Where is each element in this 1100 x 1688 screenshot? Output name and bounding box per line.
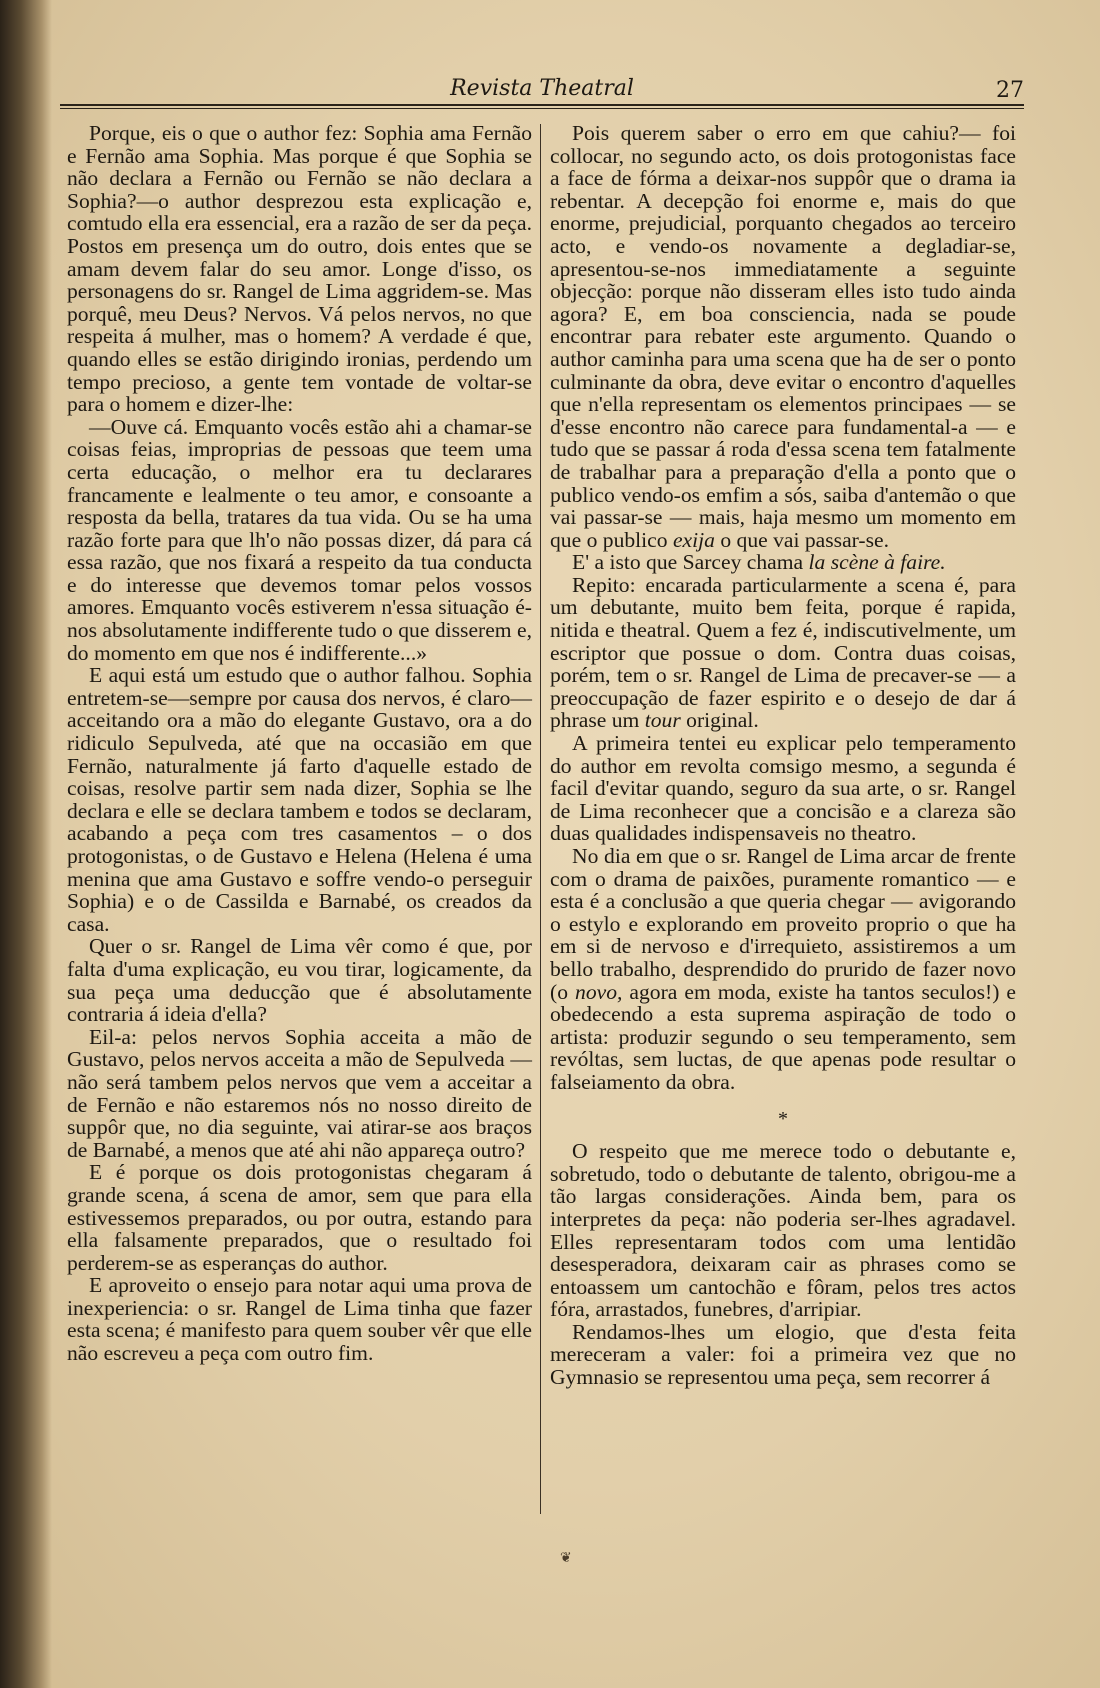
text-run: Pois querem saber o erro em que cahiu?— foi collocar, no segundo acto, os dois protogonistas face a face de fórma a deixar-nos suppôr que o drama ia rebentar. A decepção foi enorme e, mais do que enorme, prejudicial, porquanto chegados ao terceiro acto, e vendo-os novamente a degladiar-se, apresentou-se-nos immediatamente a seguinte objecção: porque não disseram elles isto tudo ainda agora? E, em boa consciencia, nada se poude encontrar para rebater este argumento. Quando o author caminha para uma scena que ha de ser o ponto culminante da obra, deve evitar o encontro d'aquelles que n'ella representam os elementos principaes — se d'esse encontro não carece para fundamental-a — e tudo que se passar á roda d'essa scena tem fatalmente de trabalhar para a preparação d'ella a ponto que o publico vendo-os emfim a sós, saiba d'antemão o que vai passar-se — mais, haja mesmo um momento em que o publico: [550, 121, 1016, 552]
text-run: original.: [686, 708, 759, 733]
paragraph: E aqui está um estudo que o author falhou. Sophia entretem-se—sempre por causa dos nervos, é claro—acceitando ora a mão do elegante Gustavo, ora a do ridiculo Sepulveda, até que na occasião em que Fernão, naturalmente já farto d'aquelle estado de coisas, resolve partir sem nada dizer, Sophia se lhe declara e elle se declara tambem e todos se declaram, acabando a peça com tres casamentos – o dos protogonistas, o de Gustavo e Helena (Helena é uma menina que ama Gustavo e soffre vendo-o perseguir Sophia) e o de Cassilda e Barnabé, os creados da casa.: [67, 663, 532, 936]
page-header: [60, 74, 1024, 104]
text-run: E' a isto que Sarcey chama: [572, 550, 804, 575]
column-divider: [540, 124, 541, 1514]
italic-word: exija: [672, 527, 715, 552]
text-run: agora em moda, existe ha tantos seculos!) e obedecendo a esta suprema aspiração de todo o artista: produzir segundo o seu temperamento, sem revóltas, sem luctas, de que apenas pode resultar o falseiamento da obra.: [550, 979, 1016, 1094]
dialog-paragraph: —Ouve cá. Emquanto vocês estão ahi a chamar-se coisas feias, improprias de pessoas que teem uma certa educação, o melhor era tu declarares francamente e lealmente o teu amor, e consoante a resposta da bella, tratares da tua vida. Ou se ha uma razão forte para que lh'o não possas dizer, dá para cá essa razão, que nos fixará a respeito da tua conducta e do interesse que devemos tomar pelos vossos amores. Emquanto vocês estiverem n'essa situação é-nos absolutamente indifferente tudo o que disserem e, do momento em que nos é indifferente...»: [67, 414, 532, 665]
section-separator: *: [778, 1107, 788, 1130]
left-column: [67, 122, 532, 1365]
paragraph: E aproveito o ensejo para notar aqui uma prova de inexperiencia: o sr. Rangel de Lima tinha que fazer esta scena; é manifesto para quem souber vêr que elle não escreveu a peça com outro fim.: [67, 1273, 532, 1366]
paragraph: E é porque os dois protogonistas chegaram á grande scena, á scena de amor, sem que para ella estivessemos preparados, ou por outra, estando para ella falsamente preparados, que o resultado foi perderem-se as esperanças do author.: [67, 1160, 532, 1275]
italic-word: novo,: [575, 979, 623, 1004]
page-number: 27: [996, 78, 1024, 103]
paragraph: [550, 551, 1016, 574]
text-run: Repito: encarada particularmente a scena é, para um debutante, muito bem feita, porque é rapida, nitida e theatral. Quem a fez é, indiscutivelmente, um escriptor que possue o dom. Contra duas coisas, porém, tem o sr. Rangel de Lima de precaver-se — a preoccupação de fazer espirito e o desejo de dar á phrase um: [550, 572, 1016, 733]
paragraph: Porque, eis o que o author fez: Sophia ama Fernão e Fernão ama Sophia. Mas porque é que Sophia se não declara a Fernão ou Fernão se não declara a Sophia?—o author desprezou esta explicação e, comtudo ella era essencial, era a razão de ser da peça. Postos em presença um do outro, dois entes que se amam devem falar do seu amor. Longe d'isso, os personagens do sr. Rangel de Lima aggridem-se. Mas porquê, meu Deus? Nervos. Vá pelos nervos, no que respeita á mulher, mas o homem? A verdade é que, quando elles se estão dirigindo ironias, perdendo um tempo precioso, a gente tem vontade de voltar-se para o homem e dizer-lhe:: [67, 121, 532, 417]
paragraph: [550, 845, 1016, 1094]
paragraph: A primeira tentei eu explicar pelo temperamento do author em revolta comsigo mesmo, a segunda é facil d'evitar quando, seguro da sua arte, o sr. Rangel de Lima reconhecer que a concisão e a clareza são duas qualidades indispensaveis no theatro.: [550, 731, 1016, 846]
text-run: No dia em que o sr. Rangel de Lima arcar de frente com o drama de paixões, puramente romantico — e esta é a conclusão a que queria chegar — avigorando o estylo e explorando em proveito proprio o que ha em si de nervoso e d'irrequieto, assistiremos a um bello trabalho, desprendido do prurido de fazer novo (o: [550, 844, 1016, 1004]
text-run: o que vai passar-se.: [720, 527, 889, 552]
running-title: Revista Theatral: [450, 76, 634, 101]
book-spine-shadow: [0, 0, 52, 1688]
header-rule-thin: [60, 108, 1024, 109]
printer-mark-icon: ❦: [560, 1550, 572, 1566]
paragraph: O respeito que me merece todo o debutante e, sobretudo, todo o debutante de talento, obrigou-me a tão largas considerações. Ainda bem, para os interpretes da peça: não poderia ser-lhes agradavel. Elles representaram todos com uma lentidão desesperadora, deixaram cair as phrases como se entoassem um cantochão e fôram, pelos tres actos fóra, arrastados, funebres, d'arripiar.: [550, 1139, 1016, 1322]
paragraph: Eil-a: pelos nervos Sophia acceita a mão de Gustavo, pelos nervos acceita a mão de Sepulveda — não será tambem pelos nervos que vem a acceitar a de Fernão e não estaremos nós no nosso direito de suppôr que, no dia seguinte, vai atirar-se aos braços de Barnabé, a menos que até ahi não appareça outro?: [67, 1024, 532, 1162]
right-column: [550, 122, 1016, 1389]
paragraph: [550, 122, 1016, 551]
paragraph: Rendamos-lhes um elogio, que d'esta feita mereceram a valer: foi a primeira vez que no Gymnasio se representou uma peça, sem recorrer á: [550, 1319, 1016, 1390]
italic-phrase: la scène à faire.: [808, 550, 946, 575]
paragraph: [550, 574, 1016, 732]
paragraph: Quer o sr. Rangel de Lima vêr como é que, por falta d'uma explicação, eu vou tirar, logicamente, da sua peça uma deducção que é absolutamente contraria á ideia d'ella?: [67, 934, 532, 1027]
header-rule: [60, 104, 1024, 106]
italic-word: tour: [644, 708, 681, 733]
